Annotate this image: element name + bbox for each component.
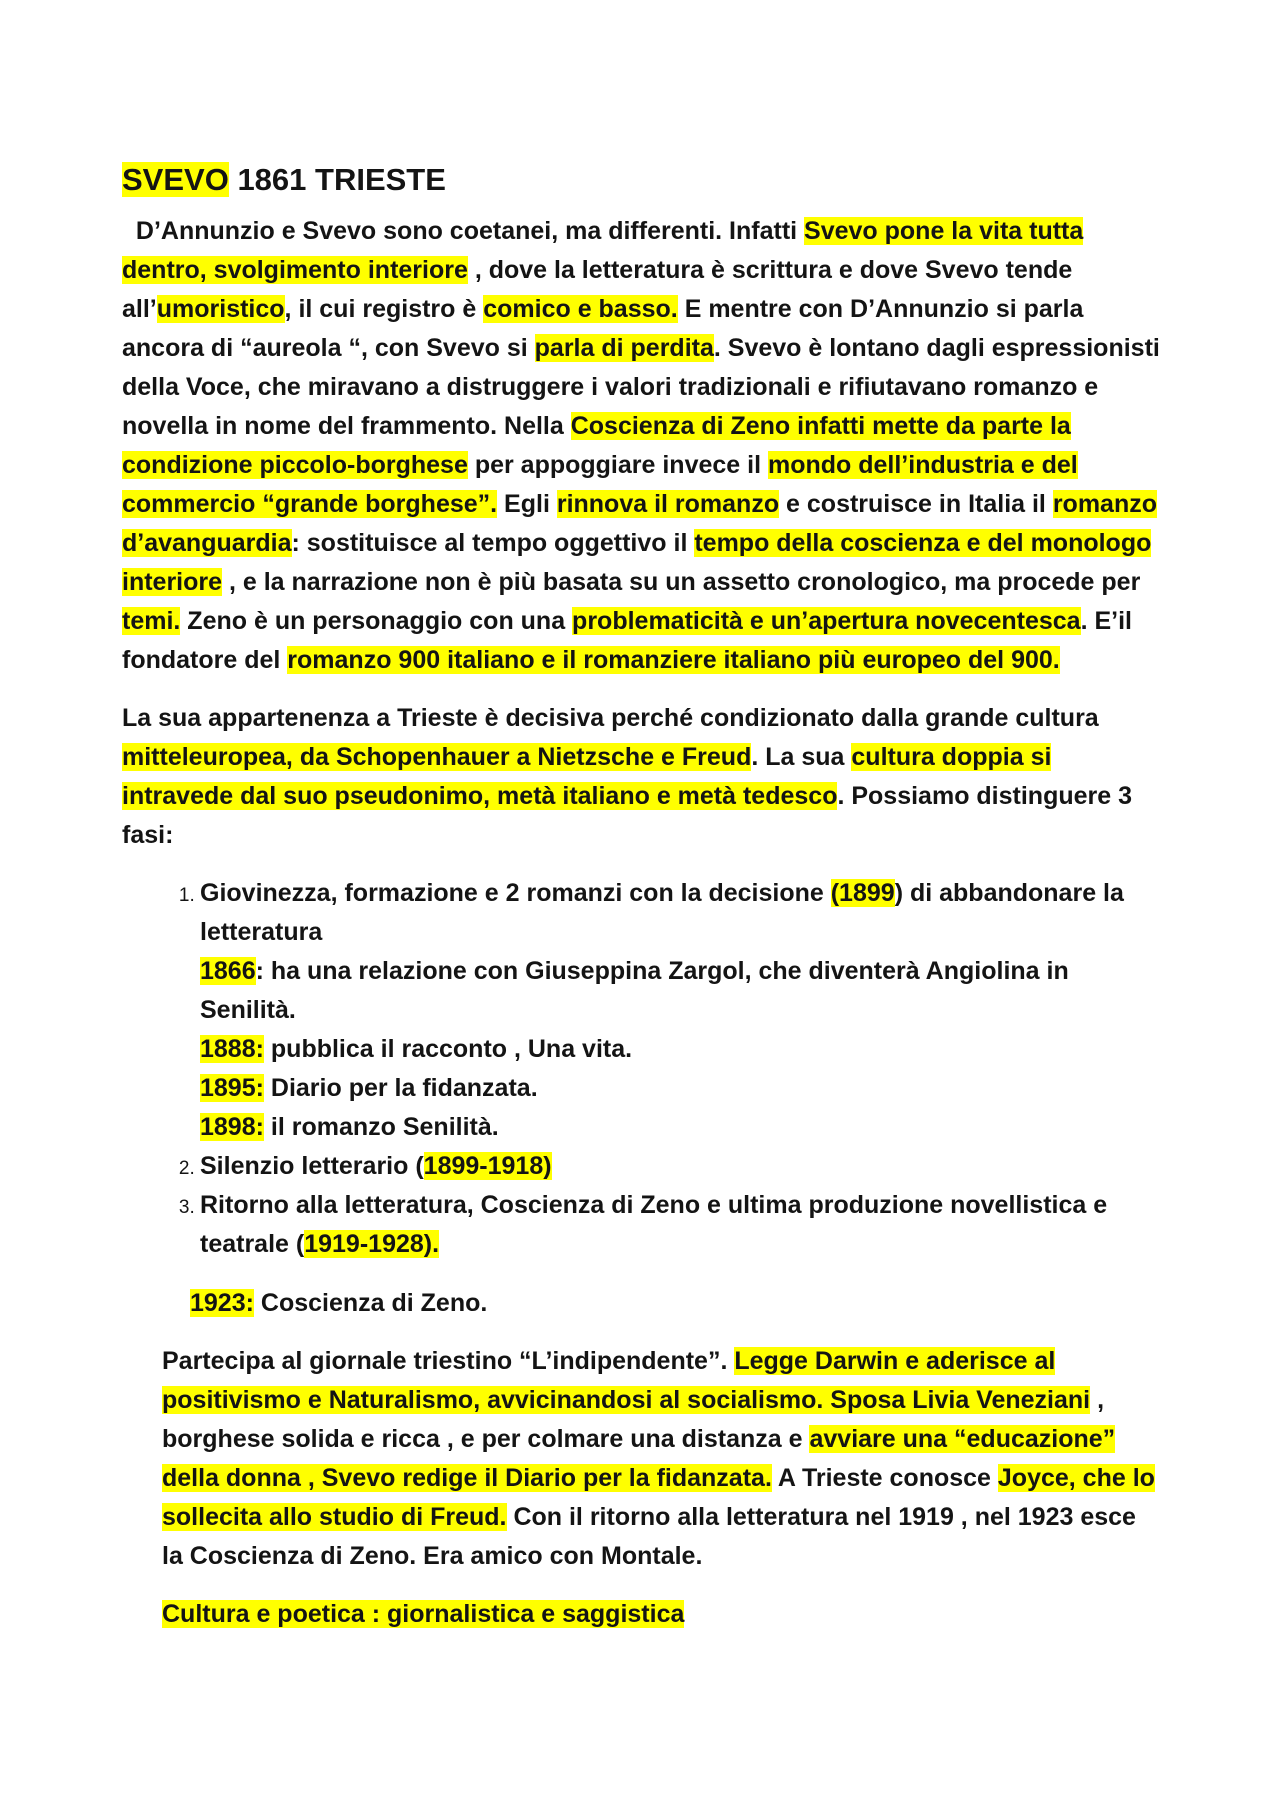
document-body — [122, 160, 1162, 1653]
list-item-phase-2 — [200, 1147, 1162, 1186]
timeline-1866 — [200, 952, 1162, 1030]
text: . E’il fondatore del — [122, 607, 1132, 674]
highlight: romanzo 900 italiano e il romanziere italiano più europeo del 900. — [287, 646, 1060, 674]
title-rest: 1861 TRIESTE — [228, 162, 446, 197]
text: D’Annunzio e Svevo sono coetanei, ma differenti. Infatti — [122, 217, 805, 245]
highlight: Svevo pone la vita tutta dentro, svolgimento interiore — [122, 217, 1084, 284]
text: Diario per la fidanzata. — [263, 1074, 538, 1102]
year-highlight: 1888: — [200, 1035, 264, 1063]
section-heading-cultura — [122, 1595, 1162, 1634]
year-highlight: 1898: — [200, 1113, 264, 1141]
text: ) di abbandonare la letteratura — [200, 879, 1124, 946]
highlight: tempo della coscienza e del monologo interiore — [122, 529, 1152, 596]
text: Silenzio letterario ( — [200, 1152, 424, 1180]
page-title — [122, 160, 1162, 200]
highlight: Joyce, che lo sollecita allo studio di Freud. — [162, 1464, 1155, 1531]
timeline-1888 — [200, 1030, 1162, 1069]
highlight: 1899-1918) — [423, 1152, 552, 1180]
highlight: cultura doppia si intravede dal suo pseudonimo, metà italiano e metà tedesco — [122, 743, 1052, 810]
text: : sostituisce al tempo oggettivo il — [291, 529, 695, 557]
text: , dove la letteratura è scrittura e dove Svevo tende all’ — [122, 256, 1073, 323]
title-highlight: SVEVO — [122, 162, 229, 197]
text: Partecipa al giornale triestino “L’indipendente”. — [162, 1347, 735, 1375]
highlight: rinnova il romanzo — [556, 490, 780, 518]
highlight: comico e basso. — [483, 295, 678, 323]
highlight: temi. — [122, 607, 181, 635]
highlight: avviare una “educazione” della donna , Svevo redige il Diario per la fidanzata. — [162, 1425, 1116, 1492]
text: e costruisce in Italia il — [779, 490, 1053, 518]
highlight: umoristico — [156, 295, 285, 323]
timeline-1898 — [200, 1108, 1162, 1147]
text: Egli — [497, 490, 557, 518]
text: pubblica il racconto , Una vita. — [263, 1035, 633, 1063]
zeno-1923-line — [122, 1284, 1162, 1323]
highlight: problematicità e un’apertura novecentesca — [572, 607, 1081, 635]
text: Ritorno alla letteratura, Coscienza di Zeno e ultima produzione novellistica e teatrale ( — [200, 1191, 1108, 1258]
list-item-phase-3 — [200, 1186, 1162, 1264]
highlight: Cultura e poetica : giornalistica e saggistica — [162, 1600, 685, 1628]
text: . Possiamo distinguere 3 fasi: — [122, 782, 1132, 849]
phases-list — [122, 874, 1162, 1264]
text: . Svevo è lontano dagli espressionisti della Voce, che miravano a distruggere i valori tradizionali e rifiutavano romanzo e novella in nome del frammento. Nella — [122, 334, 1160, 440]
text: , il cui registro è — [284, 295, 484, 323]
paragraph-trieste — [122, 699, 1162, 855]
timeline-1895 — [200, 1069, 1162, 1108]
highlight: mondo dell’industria e del commercio “grande borghese”. — [122, 451, 1078, 518]
text: per appoggiare invece il — [467, 451, 768, 479]
text: , borghese solida e ricca , e per colmare una distanza e — [162, 1386, 1105, 1453]
text: La sua appartenenza a Trieste è decisiva perché condizionato dalla grande cultura — [122, 704, 1099, 732]
text: . La sua — [751, 743, 852, 771]
year-highlight: 1866 — [200, 957, 256, 985]
text: Coscienza di Zeno. — [253, 1289, 488, 1317]
text: Con il ritorno alla letteratura nel 1919 , nel 1923 esce la Coscienza di Zeno. Era amico con Montale. — [162, 1503, 1136, 1570]
highlight: 1919-1928). — [304, 1230, 440, 1258]
highlight: romanzo d’avanguardia — [122, 490, 1158, 557]
text: E mentre con D’Annunzio si parla ancora di “aureola “, con Svevo si — [122, 295, 1084, 362]
year-highlight: 1895: — [200, 1074, 264, 1102]
paragraph-intro — [122, 212, 1162, 680]
text: A Trieste conosce — [771, 1464, 998, 1492]
text: , e la narrazione non è più basata su un assetto cronologico, ma procede per — [222, 568, 1141, 596]
highlight: Coscienza di Zeno infatti mette da parte la condizione piccolo-borghese — [122, 412, 1071, 479]
highlight: parla di perdita — [534, 334, 714, 362]
highlight: Legge Darwin e aderisce al positivismo e Naturalismo, avvicinandosi al socialismo. Sposa Livia Veneziani — [162, 1347, 1091, 1414]
text: il romanzo Senilità. — [263, 1113, 499, 1141]
text: : ha una relazione con Giuseppina Zargol, che diventerà Angiolina in Senilità. — [200, 957, 1069, 1024]
highlight: mitteleuropea, da Schopenhauer a Nietzsche e Freud — [122, 743, 752, 771]
text: Giovinezza, formazione e 2 romanzi con la decisione — [200, 879, 831, 907]
paragraph-biography — [122, 1342, 1162, 1576]
text: Zeno è un personaggio con una — [180, 607, 573, 635]
list-item-phase-1 — [200, 874, 1162, 1147]
highlight: (1899 — [830, 879, 895, 907]
year-highlight: 1923: — [190, 1289, 254, 1317]
